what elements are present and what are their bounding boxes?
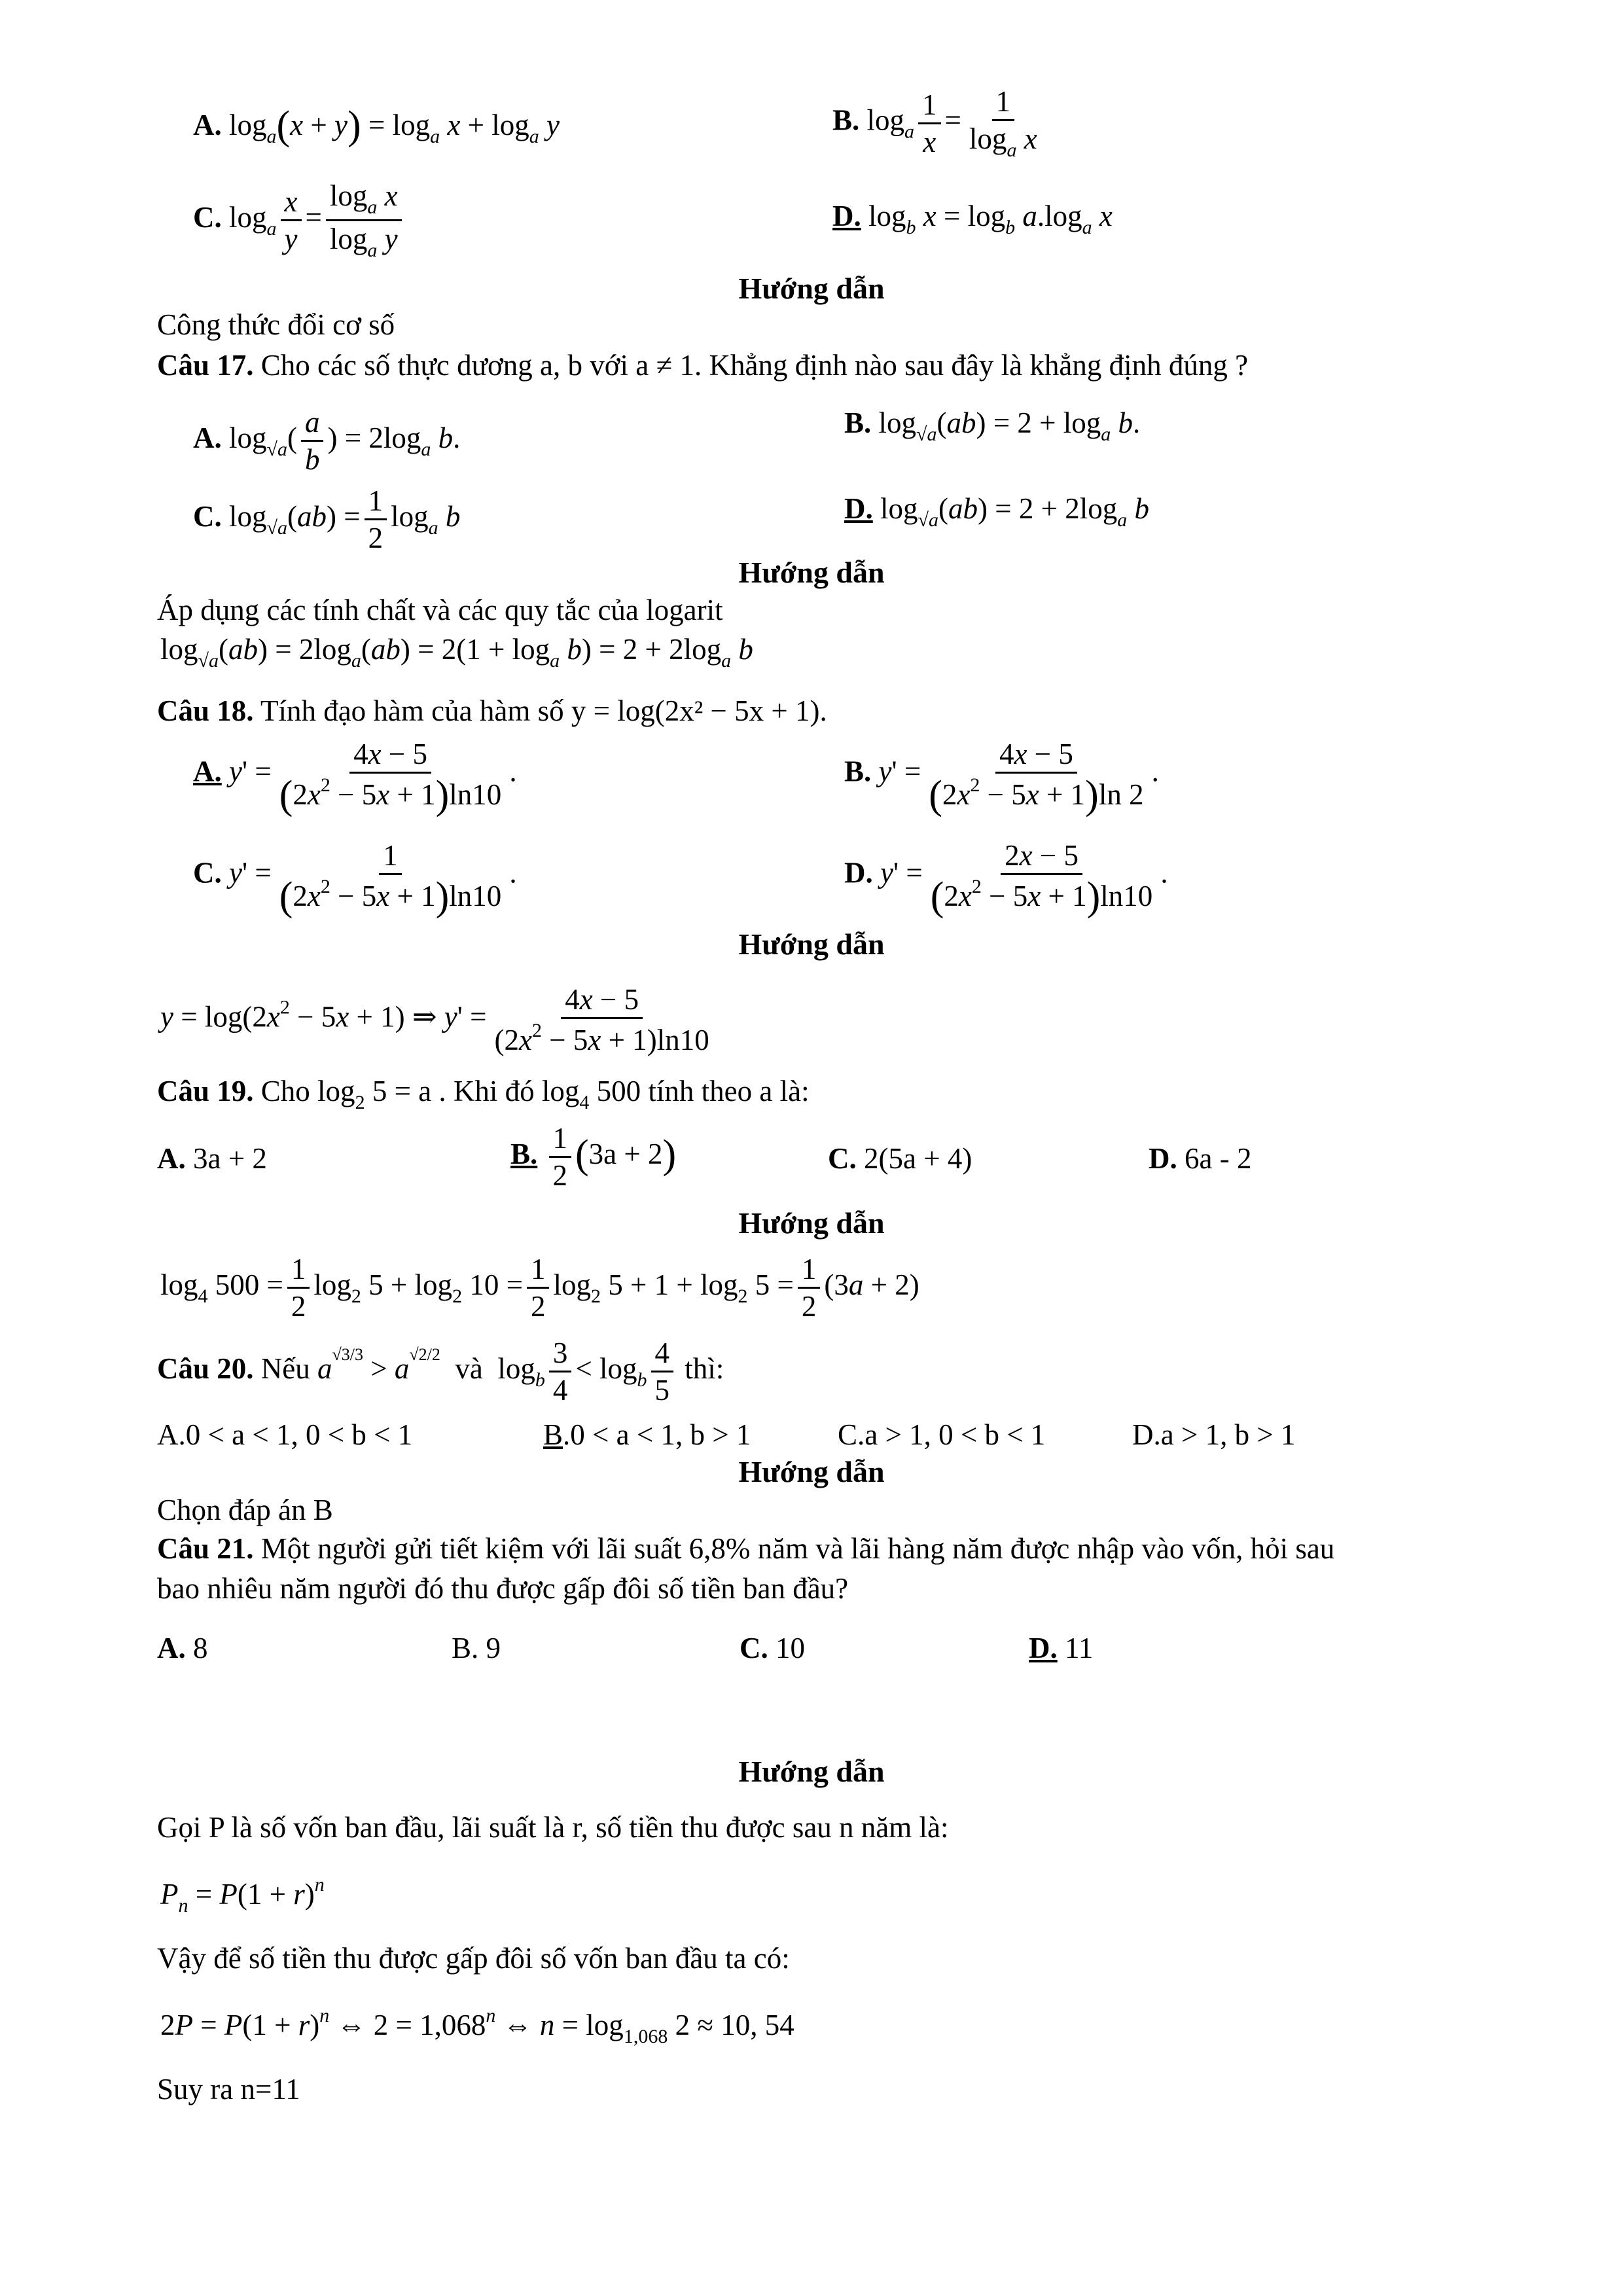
q20-option-b[interactable] xyxy=(543,1420,751,1450)
q20-question: Câu 20. Nếu $a^{√3/3} > a^{√2/2}$ và $\log_b$ $\frac{3}{4}$ < $\log_b$ $\frac{4}{5}$ thì: xyxy=(157,1336,724,1407)
q19-option-c-text: 2(5a + 4) xyxy=(864,1142,972,1175)
q20-option-a[interactable]: A.0 < a < 1, 0 < b < 1 xyxy=(157,1418,413,1451)
q21-guide-formula2: $2P = P(1 + r)^n$ ⇔ $2 = 1,068^n$ ⇔ $n = \log_{1,068} 2 \approx 10$, 54 xyxy=(160,2005,794,2047)
q16-option-a[interactable]: A. $\log_a(x + y) = \log_a x + \log_a y$ xyxy=(193,103,560,148)
q17-text: Cho các số thực dương a, b với a ≠ 1. Khẳng định nào sau đây là khẳng định đúng ? xyxy=(260,349,1249,382)
q18-option-d[interactable]: D. y' = $\frac{2x - 5}{(2x^2 - 5x + 1)\ln 10}$ . xyxy=(844,839,1168,919)
q17-option-c[interactable]: C. $\log_{√a}(ab)$ = $\frac{1}{2}$ $\log_a b$ xyxy=(193,484,461,554)
q16-option-a-label: A. xyxy=(193,109,222,141)
q19-option-d-text: 6a - 2 xyxy=(1185,1142,1252,1175)
q21-label: Câu 21. xyxy=(157,1532,254,1565)
q18-option-a[interactable]: A. y' = $\frac{4x - 5}{(2x^2 - 5x + 1)\ln 10}$ . xyxy=(193,738,517,817)
q20-option-c[interactable]: C.a > 1, 0 < b < 1 xyxy=(838,1418,1046,1451)
q18-option-a-label: A. xyxy=(193,755,222,788)
q21-guide-text2: Vậy để số tiền thu được gấp đôi số vốn ban đầu ta có: xyxy=(157,1942,790,1975)
q16-option-d-label: D. xyxy=(832,200,861,232)
q18-label: Câu 18. xyxy=(157,694,254,727)
q17-option-c-label: C. xyxy=(193,499,222,533)
q19-option-d-label: D. xyxy=(1149,1142,1177,1175)
q16-guide-text: Công thức đổi cơ số xyxy=(157,308,395,341)
q21-option-a-text: 8 xyxy=(193,1632,208,1664)
q19-option-b[interactable]: B. $\frac{1}{2}$ (3a + 2) xyxy=(510,1122,677,1192)
q18-option-c-label: C. xyxy=(193,856,222,889)
q17-guide-text: Áp dụng các tính chất và các quy tắc của logarit xyxy=(157,594,723,626)
q18-option-b[interactable]: B. y' = $\frac{4x - 5}{(2x^2 - 5x + 1)\ln 2}$ . xyxy=(844,738,1159,817)
q21-guide-text3: Suy ra n=11 xyxy=(157,2073,300,2106)
q19-option-a[interactable] xyxy=(157,1144,267,1174)
q21-guide-title: Hướng dẫn xyxy=(738,1755,885,1788)
q18-option-c[interactable]: C. y' = $\frac{1}{(2x^2 - 5x + 1)\ln 10}$ . xyxy=(193,839,517,919)
q19-question: Câu 19. Cho $\log_2 5 = a$ . Khi đó $\log_4 500$ tính theo a là: xyxy=(157,1075,810,1113)
q21-guide-formula1: $P_n = P(1 + r)^n$ xyxy=(160,1874,325,1916)
q20-guide-title: Hướng dẫn xyxy=(738,1455,885,1488)
q17-guide-formula: $\log_{√a}(ab) = 2\log_a(ab) = 2(1 + \log_a b) = 2 + 2\log_a$ b xyxy=(160,633,753,672)
q17-option-a[interactable]: A. $\log_{√a}$( $\frac{a}{b}$ ) = $2\log_a$ b. xyxy=(193,406,461,476)
q19-option-a-label: A. xyxy=(157,1142,186,1175)
q16-option-b-label: B. xyxy=(832,103,860,137)
q19-option-b-label: B. xyxy=(510,1137,538,1170)
q21-option-d[interactable] xyxy=(1029,1634,1093,1663)
q21-option-d-label: D. xyxy=(1029,1632,1058,1664)
q18-guide-formula: $y = \log(2x^2 - 5x + 1)$ ⇒ y' = $\frac{4x - 5}{(2x^2 - 5x + 1)\ln 10}$ xyxy=(160,983,709,1056)
q21-option-b-label: B. xyxy=(452,1632,479,1664)
q16-option-b[interactable]: B. $\log_a$ $\frac{1}{x}$ = $\frac{1}{\log_a x}$ xyxy=(832,85,1037,161)
q21-text1: Một người gửi tiết kiệm với lãi suất 6,8% năm và lãi hàng năm được nhập vào vốn, hỏi sau xyxy=(260,1532,1335,1565)
q18-guide-title: Hướng dẫn xyxy=(738,927,885,961)
q21-option-c[interactable] xyxy=(740,1634,805,1663)
q19-option-c-label: C. xyxy=(828,1142,857,1175)
q19-guide-title: Hướng dẫn xyxy=(738,1206,885,1240)
q19-guide-formula: $\log_4 500$ = $\frac{1}{2}$ $\log_2 5 + \log_2 10$ = $\frac{1}{2}$ $\log_2 5 + 1 + \log_2 5$ = $\frac{1}{2}$ (3a + 2) xyxy=(160,1253,919,1323)
q21-question-line2: bao nhiêu năm người đó thu được gấp đôi số tiền ban đầu? xyxy=(157,1572,849,1605)
q20-option-b-label: B xyxy=(543,1418,563,1451)
q16-option-d[interactable]: D. $\log_b x = \log_b a.\log_a$ x xyxy=(832,200,1113,238)
q17-option-b-label: B. xyxy=(844,406,872,439)
q18-option-d-label: D. xyxy=(844,856,873,889)
q20-option-d[interactable]: D.a > 1, b > 1 xyxy=(1132,1418,1296,1451)
q18-option-b-label: B. xyxy=(844,755,872,788)
q21-option-c-label: C. xyxy=(740,1632,768,1664)
q19-option-d[interactable] xyxy=(1149,1144,1251,1174)
q17-option-d-label: D. xyxy=(844,492,873,525)
q19-option-a-text: 3a + 2 xyxy=(193,1142,267,1175)
q21-option-d-text: 11 xyxy=(1065,1632,1094,1664)
q20-option-b-text: .0 < a < 1, b > 1 xyxy=(563,1418,751,1451)
q21-option-c-text: 10 xyxy=(776,1632,805,1664)
q21-option-b-text: 9 xyxy=(486,1632,501,1664)
q17-option-a-label: A. xyxy=(193,421,222,454)
q19-label: Câu 19. xyxy=(157,1075,254,1107)
q16-option-c[interactable]: C. $\log_a$ $\frac{x}{y}$ = $\frac{\log_a x}{\log_a y}$ xyxy=(193,178,406,262)
q21-question-line1 xyxy=(157,1534,1334,1564)
q16-guide-title: Hướng dẫn xyxy=(738,272,885,305)
q19-option-c[interactable] xyxy=(828,1144,972,1174)
q20-guide-text: Chọn đáp án B xyxy=(157,1494,333,1526)
q18-text: Tính đạo hàm của hàm số y = log(2x² − 5x + 1). xyxy=(260,694,827,727)
q20-label: Câu 20. xyxy=(157,1352,254,1385)
q21-option-b[interactable] xyxy=(452,1634,501,1663)
q17-guide-title: Hướng dẫn xyxy=(738,556,885,589)
q16-option-c-label: C. xyxy=(193,200,222,234)
q17-label: Câu 17. xyxy=(157,349,254,382)
q21-option-a-label: A. xyxy=(157,1632,186,1664)
q17-option-b[interactable]: B. $\log_{√a}(ab) = 2 + \log_a b$. xyxy=(844,406,1141,445)
q21-guide-text1: Gọi P là số vốn ban đầu, lãi suất là r, số tiền thu được sau n năm là: xyxy=(157,1811,949,1844)
q18-question xyxy=(157,696,827,726)
q17-question xyxy=(157,351,1248,380)
q17-option-d[interactable]: D. $\log_{√a}(ab) = 2 + 2\log_a$ b xyxy=(844,492,1149,531)
q21-option-a[interactable] xyxy=(157,1634,208,1663)
